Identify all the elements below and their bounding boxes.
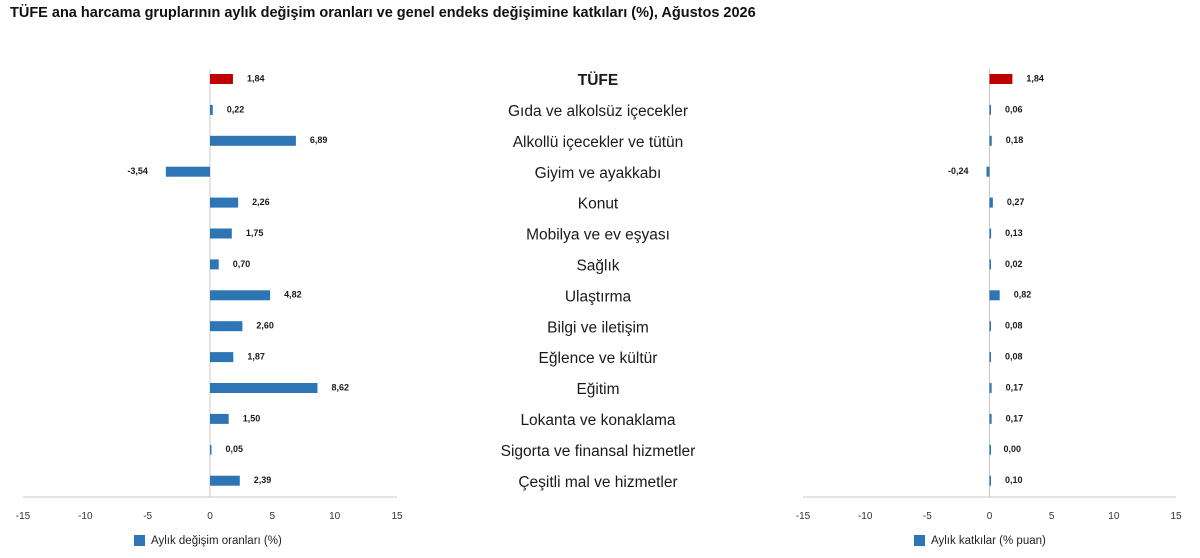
value-label: 0,10 [1005,475,1023,486]
value-label: 1,75 [245,227,264,238]
value-label: 2,39 [253,475,272,486]
panel-contributions [796,69,1182,547]
value-label: 0,08 [1005,320,1023,331]
value-label: 0,00 [1003,444,1022,455]
value-label: 0,22 [226,104,245,115]
x-tick-label: -15 [795,511,811,522]
bar [990,74,1013,84]
bar [210,445,212,455]
bar [210,414,229,424]
value-label: 0,17 [1005,382,1024,393]
value-label: 0,27 [1006,196,1025,207]
bar [210,74,233,84]
bar [990,414,992,424]
category-label: Sigorta ve finansal hizmetler [500,442,696,460]
value-label: 1,84 [246,73,265,84]
category-label: Alkollü içecekler ve tütün [512,133,684,151]
bar [990,259,992,269]
value-label: 1,50 [242,413,261,424]
category-labels [501,72,696,491]
bar [990,352,992,362]
bar [210,352,233,362]
value-label: 0,05 [225,444,244,455]
value-label: 4,82 [284,289,302,300]
x-tick-label: 5 [269,511,276,522]
bar [990,198,993,208]
bar [990,136,992,146]
bar [210,136,296,146]
value-label: 0,82 [1013,289,1032,300]
bar [990,105,992,115]
category-label: Eğlence ve kültür [538,350,658,368]
category-label: Gıda ve alkolsüz içecekler [507,102,689,120]
panel-monthly-change [16,69,403,547]
value-label: 1,87 [247,351,265,362]
x-tick-label: -5 [143,511,153,522]
value-label: 8,62 [331,382,349,393]
category-label: Sağlık [576,257,620,275]
value-label: 2,60 [256,320,274,331]
value-label: 0,70 [232,258,251,269]
legend-swatch [134,535,145,546]
category-label: Giyim ve ayakkabı [534,164,662,182]
x-tick-label: 15 [1170,511,1182,522]
bar [210,105,213,115]
bar [166,167,210,177]
value-label: 0,17 [1005,413,1024,424]
x-tick-label: 5 [1048,511,1055,522]
bar [210,198,238,208]
value-label: 0,02 [1005,258,1023,269]
category-label: Eğitim [576,381,620,399]
x-tick-label: -15 [15,511,31,522]
value-label: 0,13 [1005,227,1023,238]
legend-swatch [914,535,925,546]
category-label: Bilgi ve iletişim [547,319,649,337]
category-label: Konut [577,195,619,213]
bar [990,383,992,393]
category-label: Çeşitli mal ve hizmetler [518,473,678,491]
chart-title: TÜFE ana harcama gruplarının aylık değişim oranları ve genel endeks değişimine katkıları (%), Ağustos 2026 [10,5,756,21]
bar [990,229,992,239]
x-tick-label: 10 [329,511,341,522]
bar [210,290,270,300]
bar [210,321,242,331]
value-label: 0,18 [1005,135,1024,146]
bar [990,321,992,331]
value-label: 6,89 [309,135,328,146]
x-tick-label: -10 [78,511,93,522]
category-label: Mobilya ve ev eşyası [526,226,670,244]
bar [987,167,990,177]
x-tick-label: 15 [391,511,403,522]
bar [210,383,317,393]
value-label: -0,24 [948,166,969,177]
category-label: TÜFE [577,72,619,90]
x-tick-label: 10 [1108,511,1120,522]
bar [990,290,1000,300]
legend-label: Aylık değişim oranları (%) [151,535,282,548]
value-label: 2,26 [252,196,270,207]
legend-label: Aylık katkılar (% puan) [931,535,1046,548]
value-label: 1,84 [1026,73,1044,84]
bar [210,476,240,486]
x-tick-label: 0 [207,511,213,522]
value-label: -3,54 [127,166,148,177]
category-label: Ulaştırma [564,288,632,306]
x-tick-label: -5 [922,511,932,522]
value-label: 0,06 [1005,104,1023,115]
bar [990,476,992,486]
x-tick-label: 0 [986,511,993,522]
bar [990,445,992,455]
bar [210,229,232,239]
value-label: 0,08 [1005,351,1023,362]
bar [210,259,219,269]
x-tick-label: -10 [857,511,873,522]
category-label: Lokanta ve konaklama [520,411,676,429]
